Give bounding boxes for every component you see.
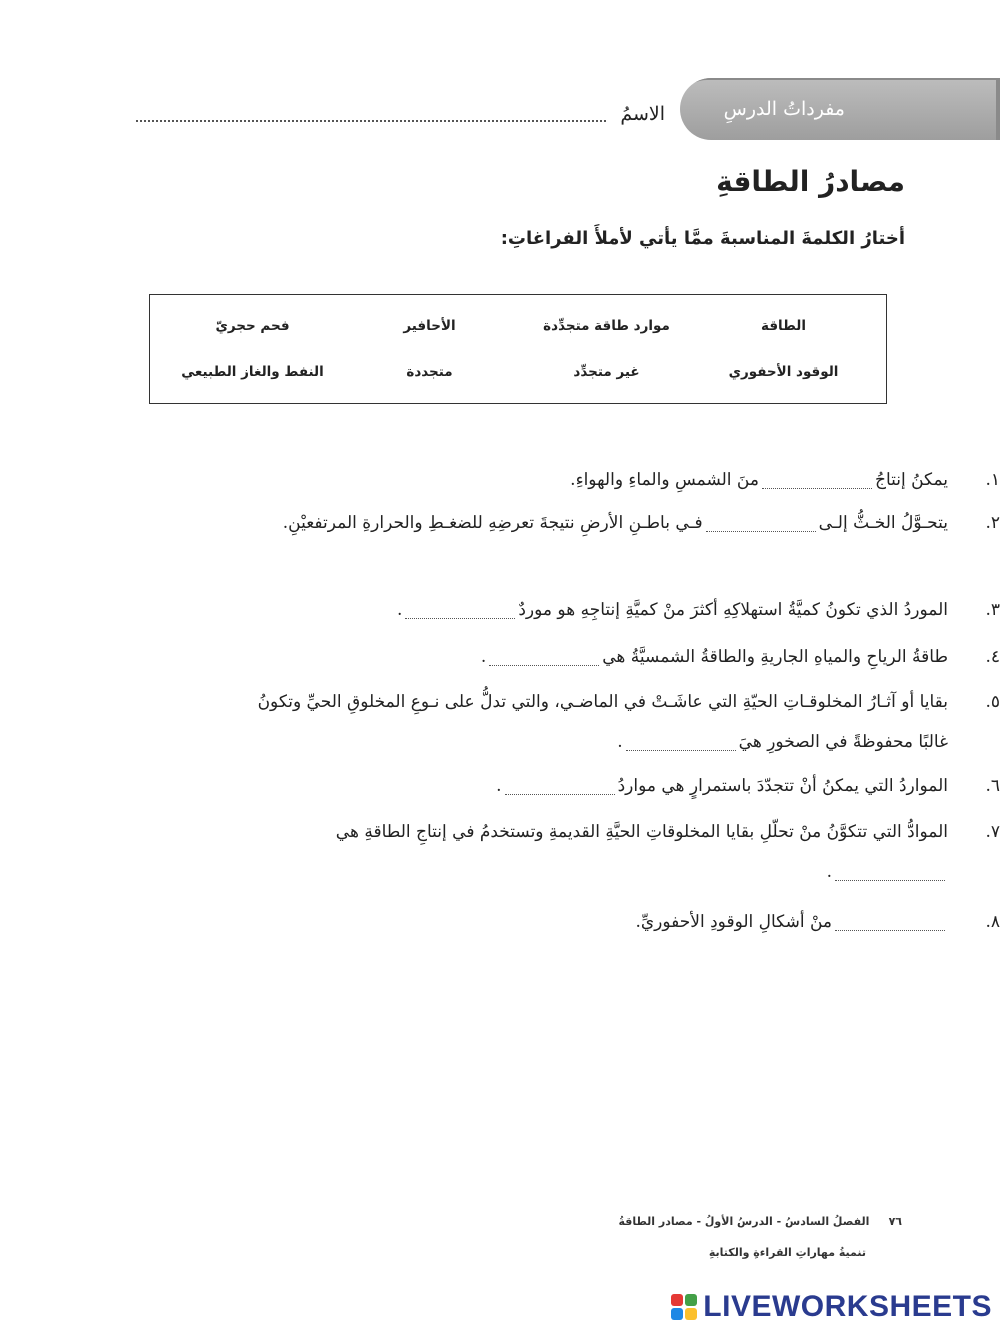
word-bank-item: الوقود الأحفوري — [728, 364, 839, 380]
tab-label: مفرداتُ الدرسِ — [723, 98, 845, 120]
question-3 — [240, 590, 1000, 630]
question-text: الموادُّ التي تتكوَّنُ منْ تحلّلِ بقايا المخلوقاتِ الحيَّةِ القديمةِ وتستخدمُ في إنتاجِ الطاقةِ هي — [335, 822, 948, 842]
question-text: فـي باطـنِ الأرضِ نتيجةَ تعرضِهِ للضغـطِ والحرارةِ المرتفعيْنِ. — [282, 513, 703, 533]
word-bank-item: فحم حجريّ — [215, 318, 290, 334]
question-text: المواردُ التي يمكنُ أنْ تتجدّدَ باستمرارٍ هي مواردُ — [617, 776, 948, 796]
question-number: ٢. — [985, 513, 1000, 533]
footer-subtitle: تنميةُ مهاراتِ القراءةِ والكتابةِ — [708, 1246, 866, 1259]
word-bank-item: النفط والغاز الطبيعي — [181, 364, 324, 380]
answer-blank[interactable] — [835, 866, 945, 881]
question-text: يتحـوَّلُ الخـثُّ إلـى — [818, 513, 948, 533]
name-label: الاسمُ — [620, 103, 665, 125]
question-number: ٨. — [985, 912, 1000, 932]
question-text: منَ الشمسِ والماءِ والهواءِ. — [570, 470, 759, 490]
word-bank-item: الأحافير — [403, 318, 456, 334]
question-text: يمكنُ إنتاجُ — [874, 470, 948, 490]
logo-text: LIVEWORKSHEETS — [703, 1290, 992, 1323]
question-4 — [240, 637, 1000, 677]
word-bank-item: موارد طاقة متجدِّدة — [543, 318, 670, 334]
footer-chapter — [618, 1215, 902, 1228]
question-5 — [240, 682, 1000, 762]
chapter-line: الفصلُ السادسُ - الدرسُ الأولُ - مصادر الطاقةُ — [618, 1215, 870, 1228]
question-number: ٧. — [985, 822, 1000, 842]
question-text: . — [396, 600, 403, 620]
question-number: ٣. — [985, 600, 1000, 620]
word-bank-item: متجددة — [406, 364, 453, 380]
liveworksheets-logo[interactable] — [671, 1290, 992, 1324]
answer-blank[interactable] — [489, 651, 599, 666]
answer-blank[interactable] — [762, 474, 872, 489]
word-bank — [149, 294, 887, 404]
instruction-text: أختارُ الكلمةَ المناسبةَ ممَّا يأتي لأملأَ الفراغاتِ: — [500, 228, 905, 249]
question-text: بقايا أو آثـارُ المخلوقـاتِ الحيّةِ التي عاشَـتْ في الماضـي، والتي تدلُّ على نـوعِ المخلوقِ الحيِّ وتكونُ غالبًا محفوظةً في الصخورِ هيَ — [257, 692, 948, 752]
page-title: مصادرُ الطاقةِ — [716, 165, 905, 198]
question-6 — [240, 766, 1000, 806]
answer-blank[interactable] — [835, 916, 945, 931]
question-text: . — [826, 862, 832, 882]
question-text: منْ أشكالِ الوقودِ الأحفوريِّ. — [635, 912, 832, 932]
word-bank-item: الطاقة — [761, 318, 806, 334]
question-2 — [240, 503, 1000, 543]
lesson-vocabulary-tab — [680, 78, 1000, 140]
name-input-line[interactable] — [136, 120, 606, 122]
name-field — [136, 103, 665, 125]
question-8 — [240, 902, 1000, 942]
question-1 — [240, 460, 1000, 500]
question-text: . — [617, 732, 623, 752]
question-number: ٦. — [985, 776, 1000, 796]
answer-blank[interactable] — [405, 604, 515, 619]
question-number: ١. — [985, 470, 1000, 490]
question-text: الموردُ الذي تكونُ كميَّةُ استهلاكِهِ أكثرَ منْ كميَّةِ إنتاجِهِ هو موردٌ — [518, 600, 948, 620]
question-text: . — [496, 776, 502, 796]
question-number: ٥. — [985, 692, 1000, 712]
question-number: ٤. — [985, 647, 1000, 667]
answer-blank[interactable] — [505, 780, 615, 795]
answer-blank[interactable] — [626, 736, 736, 751]
page-number: ٧٦ — [888, 1215, 902, 1228]
question-7 — [240, 812, 1000, 892]
logo-icon — [671, 1294, 697, 1320]
answer-blank[interactable] — [706, 517, 816, 532]
word-bank-item: غير متجدِّد — [573, 364, 640, 380]
question-text: . — [480, 647, 487, 667]
question-text: طاقةُ الرياحِ والمياهِ الجاريةِ والطاقةُ الشمسيَّةُ هي — [602, 647, 948, 667]
